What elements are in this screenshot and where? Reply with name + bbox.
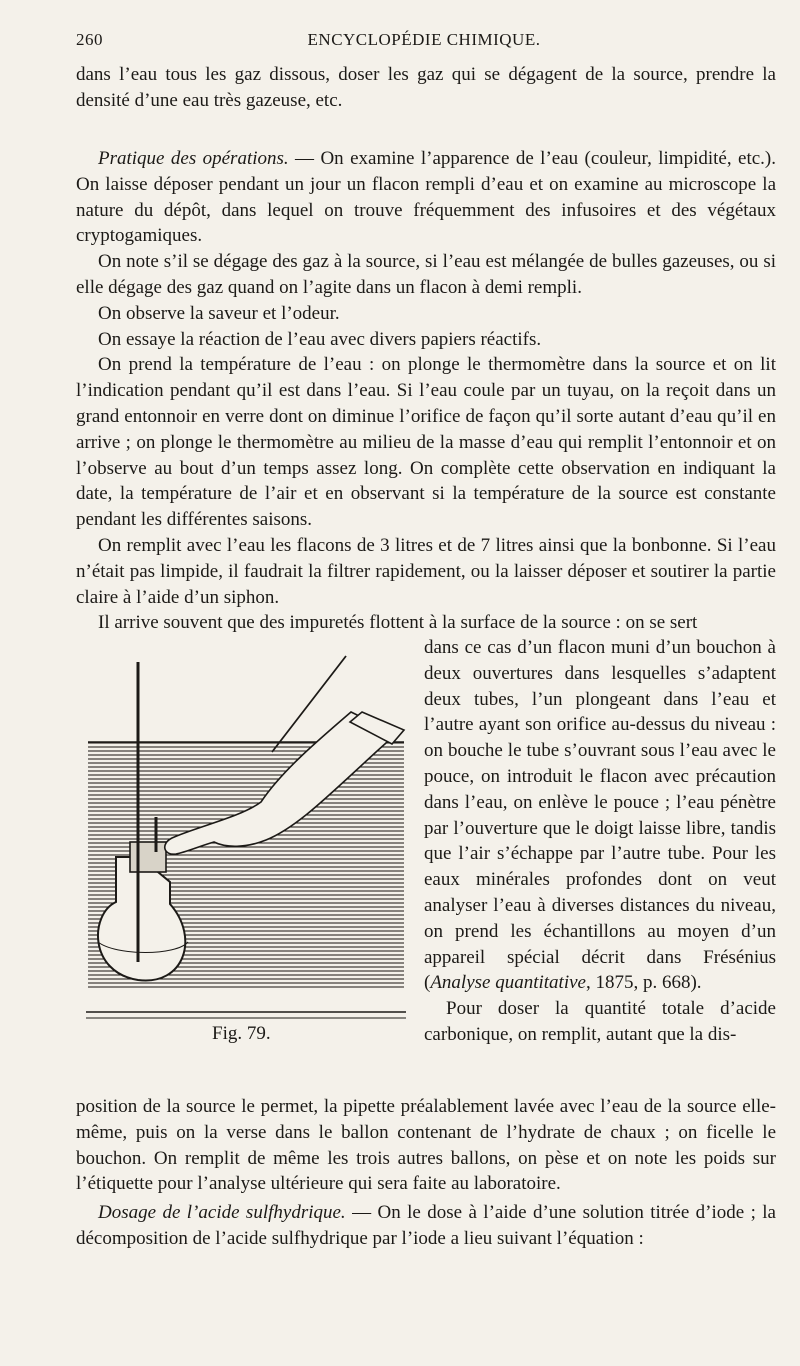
paragraph-body: — On le dose à l’aide d’une solution titrée d’iode ; la décomposition de l’acide sulfhydrique par l’iode a lieu suivant l’équation : (76, 1202, 776, 1249)
section-heading: Dosage de l’acide sulfhydrique. (98, 1202, 346, 1223)
paragraph: On prend la température de l’eau : on plonge le thermomètre dans la source et on lit l’indication pendant qu’il est dans l’eau. Si l’eau coule par un tuyau, on la reçoit dans un grand entonnoir en verre dont on diminue l’orifice de façon qu’il sorte autant d’eau qu’il en arrive ; on plonge le thermomètre au milieu de la masse d’eau qui remplit l’entonnoir et on l’observe au bout d’un temps assez long. On complète cette observation en indiquant la date, la température de l’air et en observant si la température de la source est constante pendant les différentes saisons. (76, 354, 776, 531)
paragraph-body: — On examine l’apparence de l’eau (couleur, limpidité, etc.). On laisse déposer pendant un jour un flacon rempli d’eau et on examine au microscope la nature du dépôt, dans lequel on trouve fréquemment des infusoires et des végétaux cryptogamiques. (76, 148, 776, 247)
running-title: ENCYCLOPÉDIE CHIMIQUE. (307, 30, 541, 49)
flask-illustration (76, 642, 420, 1046)
paragraph: position de la source le permet, la pipette préalablement lavée avec l’eau de la source elle-même, puis on la verse dans le ballon contenant de l’hydrate de chaux ; on ficelle le bouchon. On remplit de même les trois autres ballons, on pèse et on note les poids sur l’étiquette pour l’analyse ultérieure qui sera faite au laboratoire. (76, 1096, 776, 1195)
citation-title: Analyse quantitative (430, 972, 586, 994)
paragraph-lead: Il arrive souvent que des impuretés flottent à la surface de la source : on se sert (98, 612, 698, 634)
section-dosage (76, 1200, 776, 1252)
main-text-block (76, 146, 776, 636)
page-number: 260 (76, 30, 103, 49)
continued-paragraph (76, 62, 776, 114)
text-after-figure (76, 1094, 776, 1197)
paragraph: On essaye la réaction de l’eau avec divers papiers réactifs. (98, 328, 542, 350)
paragraph-wrap (424, 635, 776, 996)
paragraph: On note s’il se dégage des gaz à la source, si l’eau est mélangée de bulles gazeuses, ou si elle dégage des gaz quand on l’agite dans un flacon à demi rempli. (76, 251, 776, 298)
page-header (76, 30, 772, 60)
paragraph-pratique (76, 146, 776, 249)
figure-79 (76, 642, 420, 1046)
paragraph: dans l’eau tous les gaz dissous, doser les gaz qui se dégagent de la source, prendre la densité d’une eau très gazeuse, etc. (76, 64, 776, 111)
stopper (130, 842, 166, 872)
paragraph-wrap: Pour doser la quantité totale d’acide carbonique, on remplit, autant que la dis- (424, 998, 776, 1045)
paragraph: On observe la saveur et l’odeur. (98, 302, 340, 324)
citation-tail: , 1875, p. 668). (585, 972, 702, 994)
wrapped-text-column (424, 635, 776, 1048)
paragraph-body: dans ce cas d’un flacon muni d’un bouchon à deux ouvertures dans lesquelles s’adaptent deux tubes, l’un plongeant dans l’eau et l’autre ayant son orifice au-dessus du niveau : on bouche le tube s’ouvrant sous l’eau avec le pouce, on introduit le flacon avec précaution dans l’eau, on enlève le pouce ; l’eau pénètre par l’ouverture que le doigt laisse libre, tandis que l’air s’échappe par l’autre tube. Pour les eaux minérales profondes dont on veut analyser l’eau à diverses distances du niveau, on prend les échantillons au moyen d’un appareil spécial décrit dans Frésénius ( (424, 637, 776, 994)
paragraph: On remplit avec l’eau les flacons de 3 litres et de 7 litres ainsi que la bonbonne. Si l’eau n’était pas limpide, il faudrait la filtrer rapidement, ou la laisser déposer et soutirer la partie claire à l’aide d’un siphon. (76, 534, 776, 608)
paragraph-dosage (76, 1200, 776, 1252)
figure-caption: Fig. 79. (212, 1023, 271, 1044)
section-heading: Pratique des opérations. (98, 148, 289, 169)
